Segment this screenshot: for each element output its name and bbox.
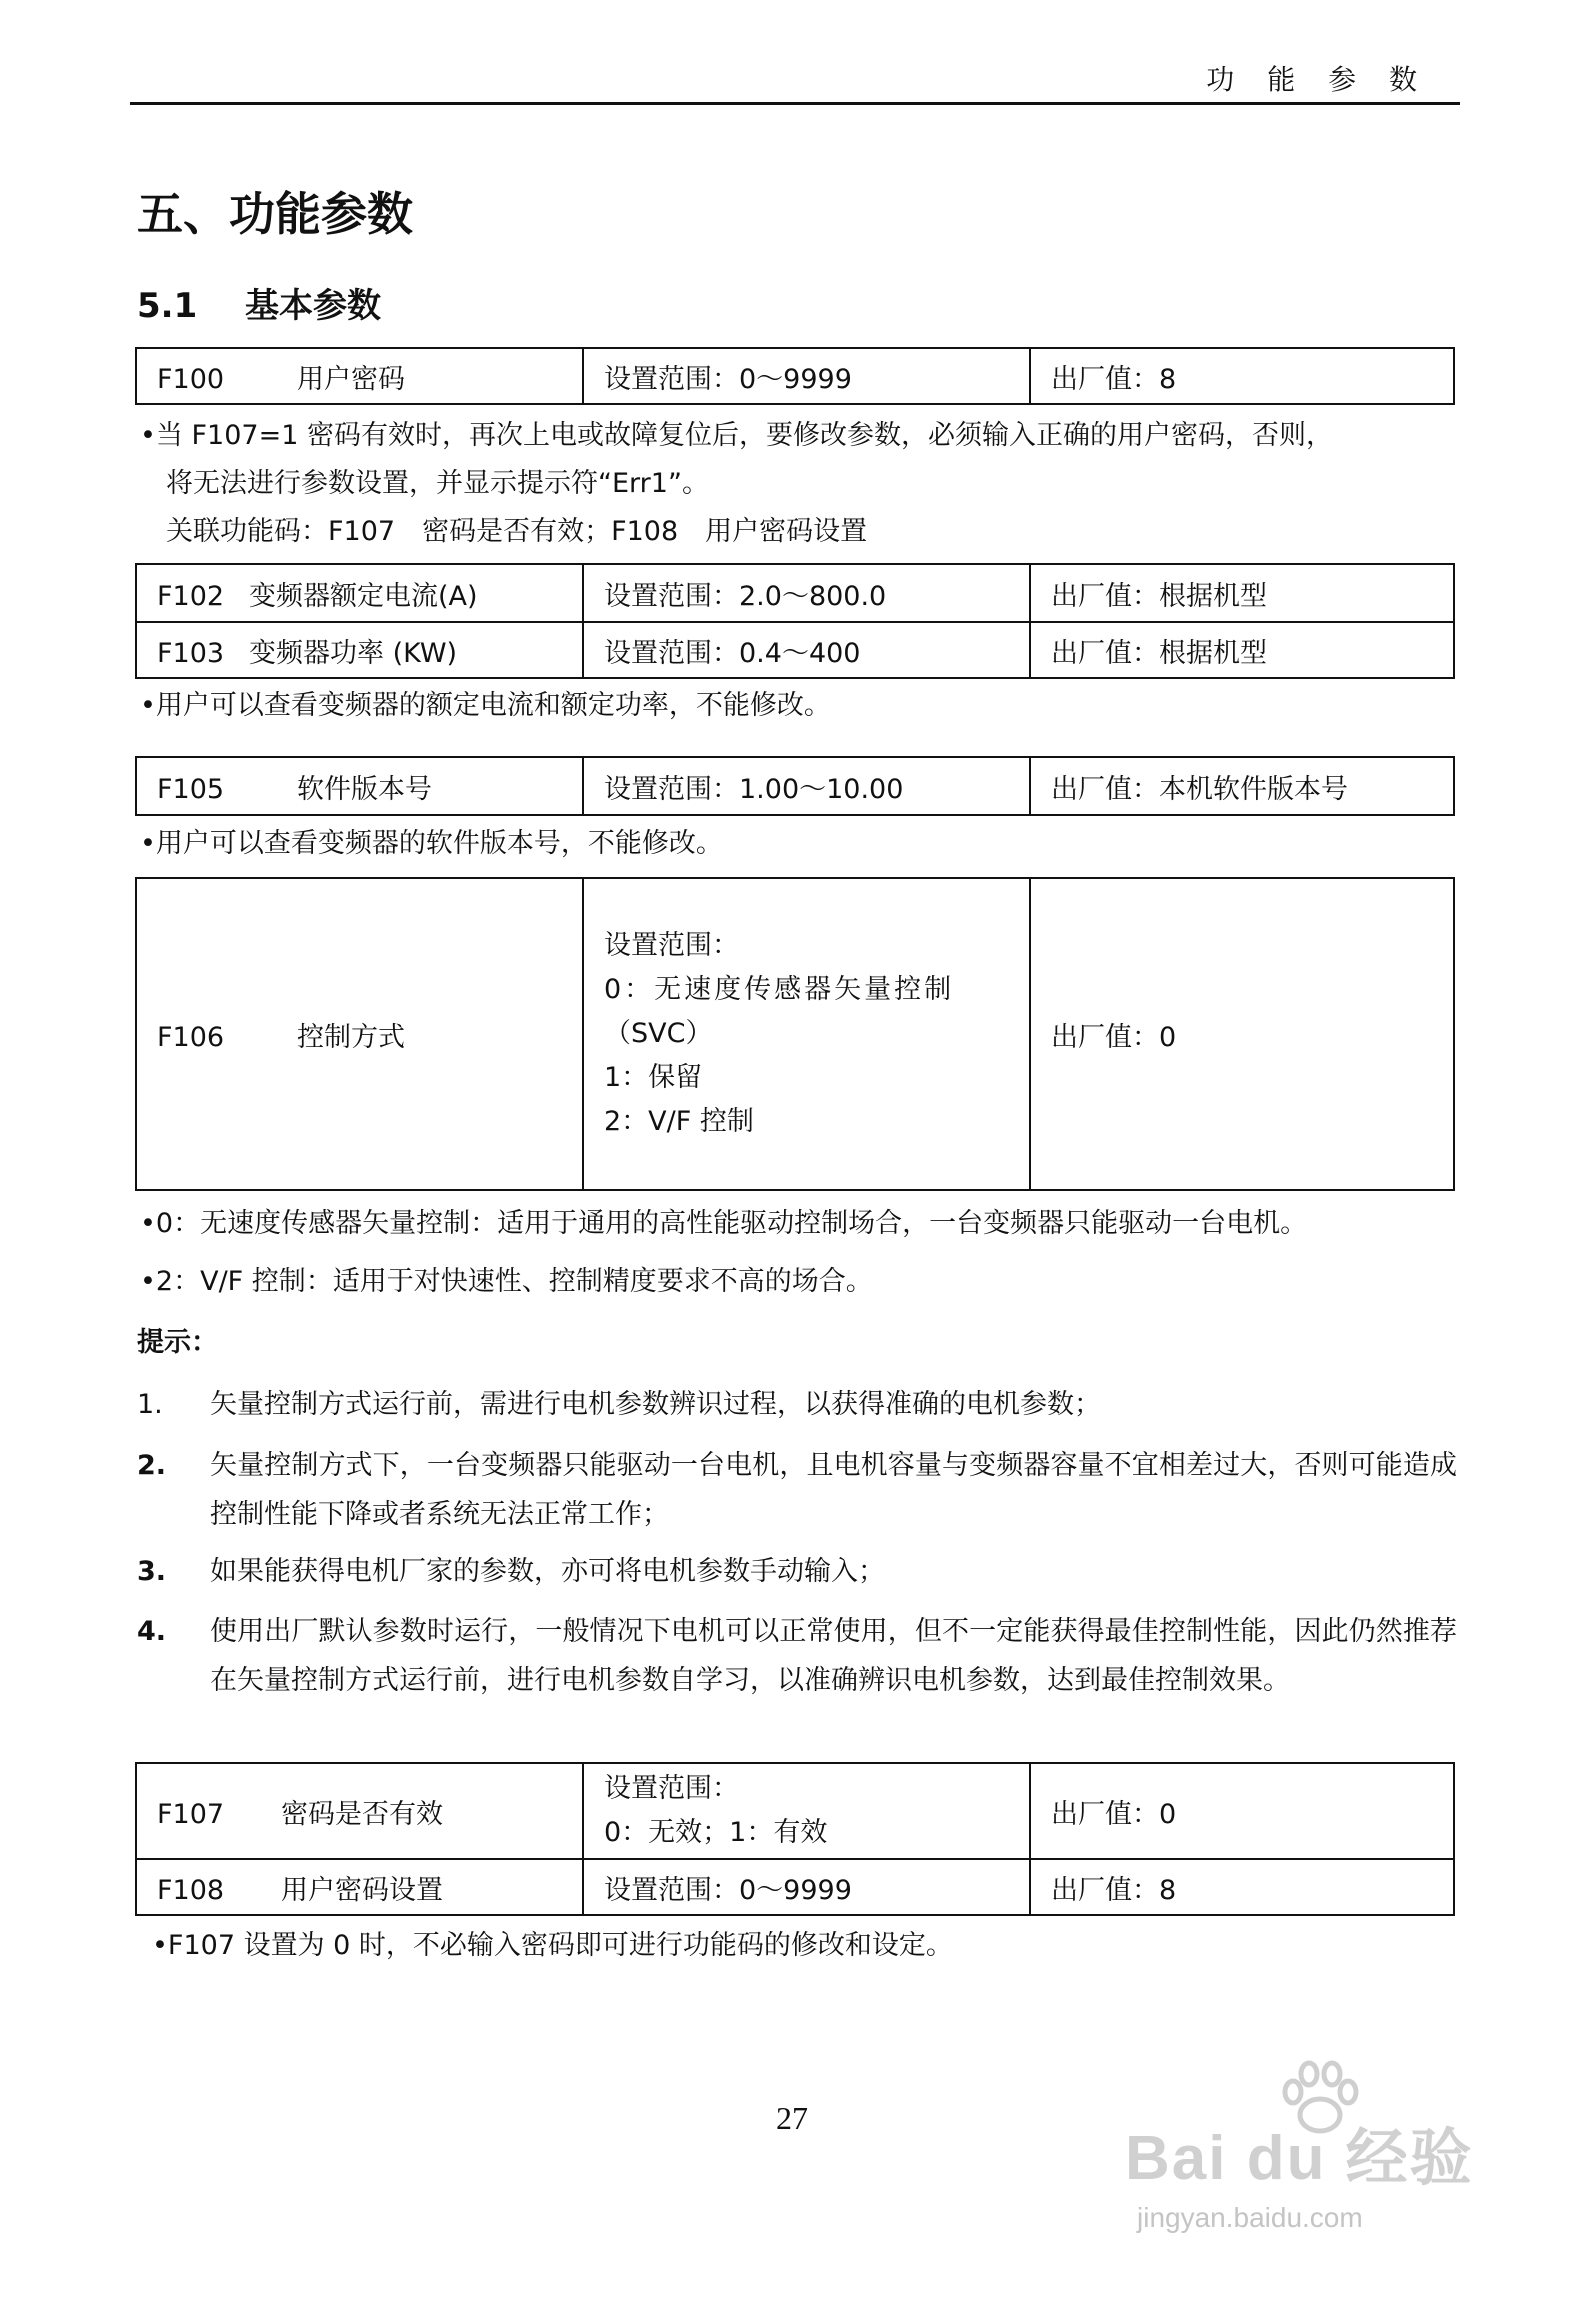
note-f102: •用户可以查看变频器的额定电流和额定功率，不能修改。 [140, 690, 831, 721]
tip-number: 3. [137, 1556, 167, 1587]
watermark-url: jingyan.baidu.com [1137, 2202, 1363, 2233]
param-option-1: 1：保留 [604, 1062, 703, 1093]
param-code: F106 [157, 1021, 225, 1053]
param-code-name-cell [136, 1763, 583, 1859]
table-row [136, 622, 1454, 678]
param-range-label: 设置范围： [604, 1773, 739, 1804]
table-row [136, 348, 1454, 404]
tip-item [137, 1380, 1457, 1429]
tip-number: 4. [137, 1616, 167, 1647]
param-range: 设置范围：1.00～10.00 [583, 757, 1030, 815]
tip-text: 矢量控制方式下，一台变频器只能驱动一台电机，且电机容量与变频器容量不宜相差过大，否则可能造成控制性能下降或者系统无法正常工作； [210, 1450, 1457, 1530]
tip-number: 2. [137, 1450, 167, 1481]
baidu-jingyan-watermark [1125, 2060, 1505, 2250]
param-default: 出厂值：根据机型 [1030, 564, 1454, 622]
tips-title: 提示： [137, 1327, 218, 1358]
param-code: F100 [157, 363, 225, 395]
section-title: 基本参数 [245, 286, 381, 326]
param-name: 用户密码 [297, 363, 405, 395]
header-rule [130, 102, 1460, 105]
param-code-name-cell [136, 757, 583, 815]
note-f106-svc: •0：无速度传感器矢量控制：适用于通用的高性能驱动控制场合，一台变频器只能驱动一台电机。 [140, 1208, 1308, 1239]
param-table-f105 [135, 756, 1455, 816]
param-range-cell [583, 878, 1030, 1190]
note-f100-line1: •当 F107=1 密码有效时，再次上电或故障复位后，要修改参数，必须输入正确的用户密码，否则， [140, 420, 1333, 451]
param-code: F107 [157, 1798, 225, 1830]
param-table-f100 [135, 347, 1455, 405]
note-f100-related: 关联功能码：F107 密码是否有效；F108 用户密码设置 [166, 516, 868, 547]
table-row [136, 1763, 1454, 1859]
page-number: 27 [776, 2100, 808, 2136]
param-table-f107 [135, 1762, 1455, 1916]
param-range: 设置范围：0～9999 [583, 348, 1030, 404]
param-default: 出厂值：8 [1030, 348, 1454, 404]
tip-item [137, 1607, 1457, 1705]
chapter-title: 五、功能参数 [137, 187, 413, 241]
param-range: 设置范围：0～9999 [583, 1859, 1030, 1915]
tip-item [137, 1441, 1457, 1539]
param-range-label: 设置范围： [604, 930, 739, 961]
table-row [136, 757, 1454, 815]
note-f107: •F107 设置为 0 时，不必输入密码即可进行功能码的修改和设定。 [152, 1930, 953, 1961]
param-code-name-cell [136, 564, 583, 622]
section-number: 5.1 [137, 286, 198, 326]
param-name: 密码是否有效 [281, 1798, 443, 1830]
watermark-logo: Bai du 经验 [1125, 2124, 1474, 2193]
param-range-cell [583, 1763, 1030, 1859]
tip-number: 1. [137, 1389, 163, 1420]
param-code: F102 [157, 580, 225, 612]
note-f100-line2: 将无法进行参数设置，并显示提示符“Err1”。 [166, 468, 709, 499]
table-row [136, 878, 1454, 1190]
param-option-2: 2：V/F 控制 [604, 1106, 754, 1137]
tip-text: 如果能获得电机厂家的参数，亦可将电机参数手动输入； [210, 1556, 885, 1587]
param-code-name-cell [136, 878, 583, 1190]
param-default: 出厂值：0 [1030, 1763, 1454, 1859]
param-code: F103 [157, 637, 225, 669]
tip-text: 使用出厂默认参数时运行，一般情况下电机可以正常使用，但不一定能获得最佳控制性能，因此仍然推荐在矢量控制方式运行前，进行电机参数自学习，以准确辨识电机参数，达到最佳控制效果。 [210, 1616, 1457, 1696]
param-code-name-cell [136, 348, 583, 404]
section-heading [137, 278, 381, 327]
param-range: 设置范围：0.4～400 [583, 622, 1030, 678]
tip-text: 矢量控制方式运行前，需进行电机参数辨识过程，以获得准确的电机参数； [210, 1389, 1101, 1420]
param-default: 出厂值：本机软件版本号 [1030, 757, 1454, 815]
param-table-f106 [135, 877, 1455, 1191]
param-name: 用户密码设置 [281, 1874, 443, 1906]
param-code-name-cell [136, 622, 583, 678]
param-code-name-cell [136, 1859, 583, 1915]
table-row [136, 1859, 1454, 1915]
param-default: 出厂值：根据机型 [1030, 622, 1454, 678]
param-table-f102 [135, 563, 1455, 679]
running-header: 功 能 参 数 [1206, 63, 1429, 96]
param-default: 出厂值：8 [1030, 1859, 1454, 1915]
param-name: 变频器额定电流(A) [249, 580, 478, 612]
note-f106-vf: •2：V/F 控制：适用于对快速性、控制精度要求不高的场合。 [140, 1266, 873, 1297]
param-name: 控制方式 [297, 1021, 405, 1053]
note-f105: •用户可以查看变频器的软件版本号，不能修改。 [140, 828, 723, 859]
param-range-options: 0：无效；1：有效 [604, 1817, 828, 1848]
table-row [136, 564, 1454, 622]
param-code: F108 [157, 1874, 225, 1906]
param-option-0-abbr: （SVC） [604, 1018, 713, 1049]
param-option-0: 0：无速度传感器矢量控制 [604, 974, 955, 1005]
tip-item [137, 1547, 1457, 1596]
param-name: 软件版本号 [297, 773, 432, 805]
param-default: 出厂值：0 [1030, 878, 1454, 1190]
param-name: 变频器功率 (KW) [249, 637, 458, 669]
param-range: 设置范围：2.0～800.0 [583, 564, 1030, 622]
param-code: F105 [157, 773, 225, 805]
